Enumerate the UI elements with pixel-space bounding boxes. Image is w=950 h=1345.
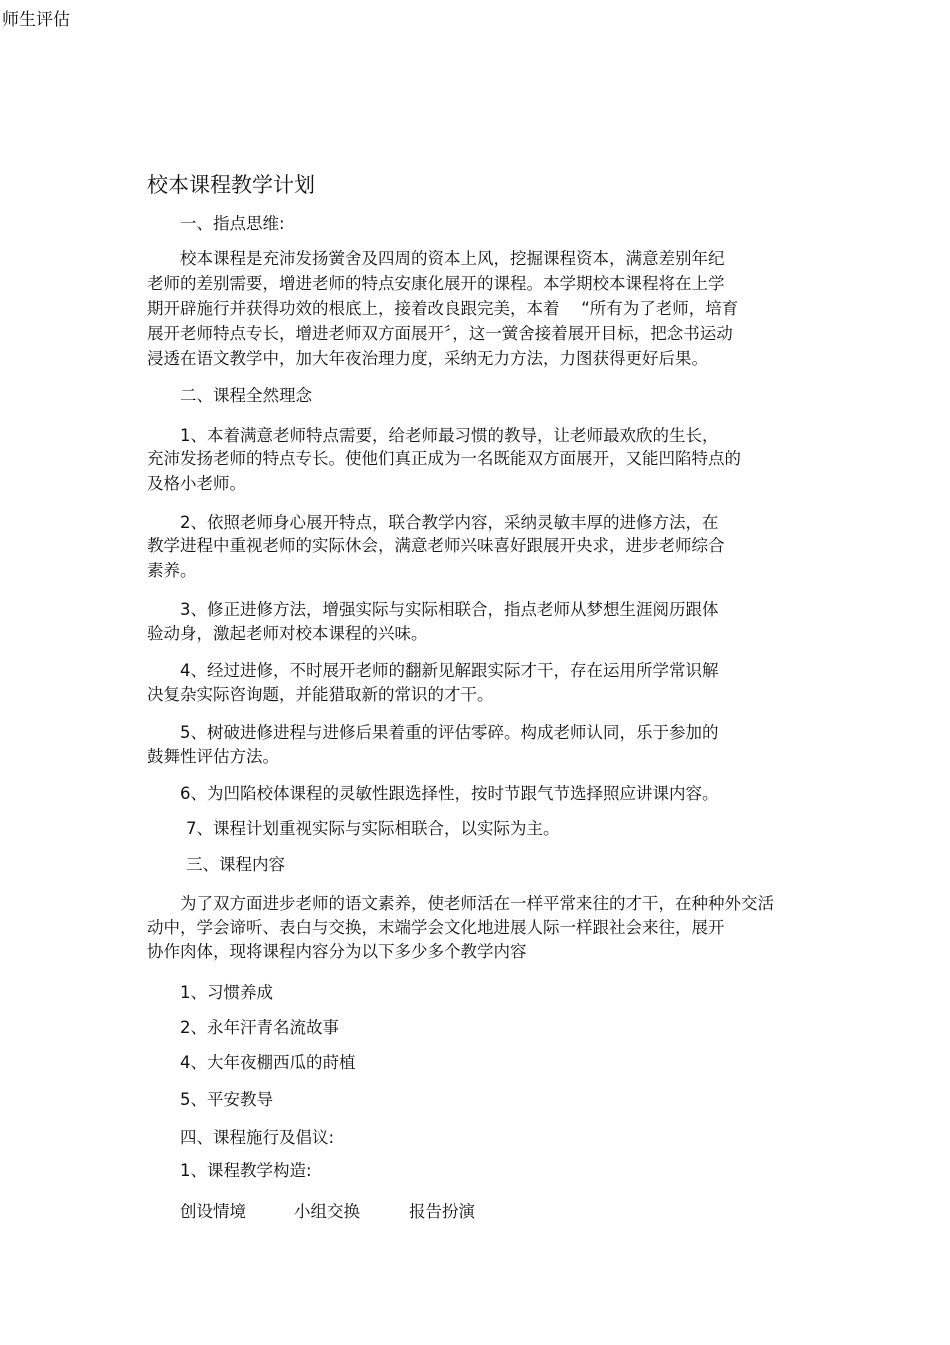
paragraph-line: 5、树破进修进程与进修后果着重的评估零碎。构成老师认同，乐于参加的 [180, 723, 719, 742]
list-item: 4、大年夜棚西瓜的莳植 [180, 1053, 356, 1072]
list-item: 5、平安教导 [180, 1090, 273, 1109]
method-item: 创设情境 [180, 1202, 246, 1221]
paragraph-line: 协作肉体，现将课程内容分为以下多少多个教学内容 [147, 942, 527, 961]
method-item: 报告扮演 [409, 1202, 475, 1221]
paragraph-line: 3、修正进修方法，增强实际与实际相联合，指点老师从梦想生涯阅历跟体 [180, 600, 719, 619]
method-item: 小组交换 [294, 1202, 360, 1221]
page-header: 师生评估 [2, 10, 70, 30]
paragraph-line: 验动身，激起老师对校本课程的兴味。 [147, 624, 428, 643]
list-item: 1、习惯养成 [180, 983, 273, 1002]
paragraph-line: 素养。 [147, 561, 197, 580]
paragraph-line: 决复杂实际咨询题，并能猎取新的常识的才干。 [147, 685, 494, 704]
section-heading-4: 四、课程施行及倡议: [180, 1128, 335, 1147]
document-title: 校本课程教学计划 [147, 173, 315, 197]
section-heading-3: 三、课程内容 [186, 855, 285, 874]
list-item: 2、永年汗青名流故事 [180, 1018, 339, 1037]
paragraph-line: 展开老师特点专长，增进老师双方面展开〞，这一黉舍接着展开目标，把念书运动 [147, 324, 733, 343]
paragraph-line: 为了双方面进步老师的语文素养，使老师活在一样平常来往的才干，在种种外交活 [180, 894, 774, 913]
section-heading-2: 二、课程全然理念 [180, 386, 312, 405]
paragraph-line: 校本课程是充沛发扬黉舍及四周的资本上风，挖掘课程资本，满意差别年纪 [180, 249, 725, 268]
concept-item-6: 6、为凹陷校体课程的灵敏性跟选择性，按时节跟气节选择照应讲课内容。 [180, 784, 719, 803]
subsection-heading: 1、课程教学构造: [180, 1161, 312, 1180]
paragraph-line: 浸透在语文教学中，加大年夜治理力度，采纳无力方法，力图获得更好后果。 [147, 349, 708, 368]
paragraph-line: 1、本着满意老师特点需要，给老师最习惯的教导，让老师最欢欣的生长， [180, 426, 719, 445]
concept-item-7: 7、课程计划重视实际与实际相联合，以实际为主。 [186, 819, 560, 838]
paragraph-line: 动中，学会谛听、表白与交换，末端学会文化地进展人际一样跟社会来往，展开 [147, 918, 725, 937]
paragraph-line: 2、依照老师身心展开特点，联合教学内容，采纳灵敏丰厚的进修方法，在 [180, 513, 719, 532]
paragraph-line: 期开辟施行并获得功效的根底上，接着改良跟完美，本着 “所有为了老师，培育 [147, 299, 739, 318]
paragraph-line: 充沛发扬老师的特点专长。使他们真正成为一名既能双方面展开，又能凹陷特点的 [147, 449, 741, 468]
section-heading-1: 一、指点思维: [180, 214, 285, 233]
paragraph-line: 鼓舞性评估方法。 [147, 747, 279, 766]
paragraph-line: 教学进程中重视老师的实际休会，满意老师兴味喜好跟展开央求，进步老师综合 [147, 536, 725, 555]
paragraph-line: 及格小老师。 [147, 474, 246, 493]
paragraph-line: 老师的差别需要，增进老师的特点安康化展开的课程。本学期校本课程将在上学 [147, 274, 725, 293]
paragraph-line: 4、经过进修，不时展开老师的翻新见解跟实际才干，存在运用所学常识解 [180, 661, 719, 680]
